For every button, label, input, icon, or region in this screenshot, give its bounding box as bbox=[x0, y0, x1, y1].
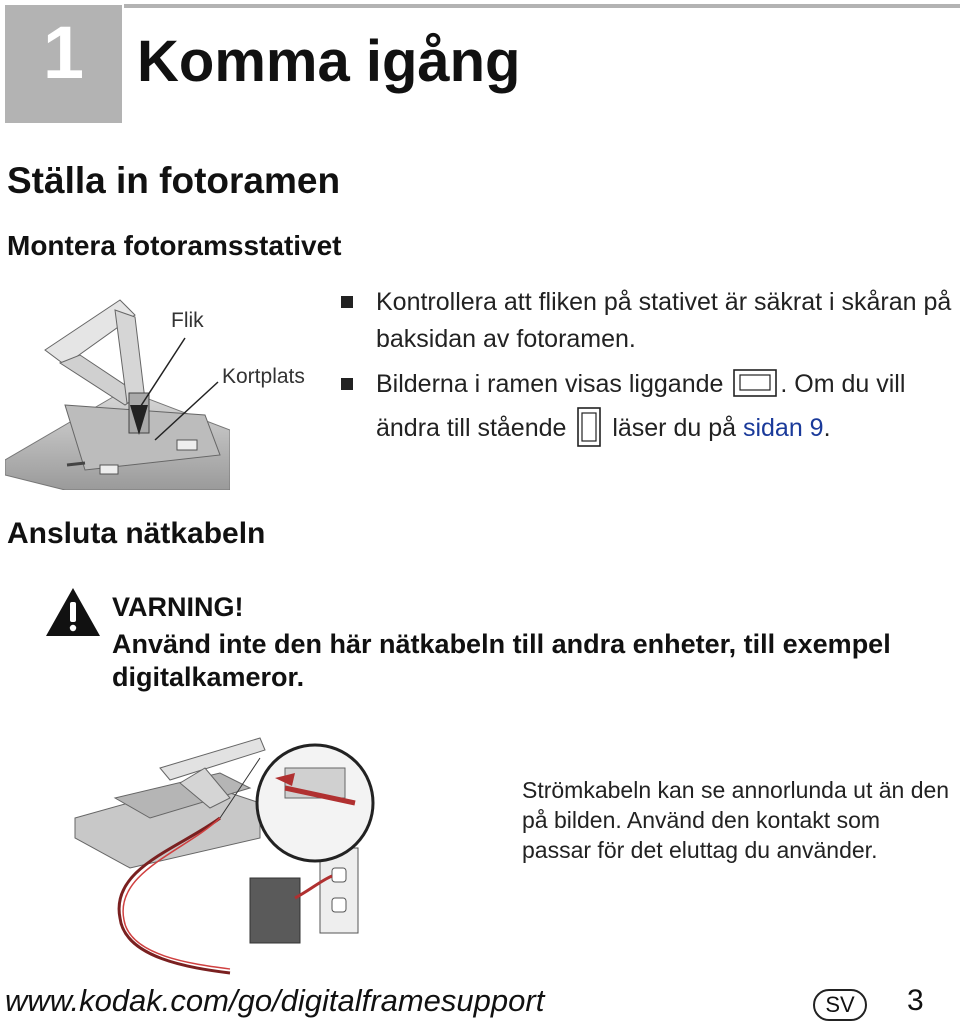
stand-bullet-2-line-1: Bilderna i ramen visas liggande . Om du vill bbox=[376, 366, 905, 403]
stand-bullet-1: Kontrollera att fliken på stativet är säkrat i skåran på baksidan av fotoramen. bbox=[376, 288, 952, 353]
callout-lines bbox=[130, 330, 220, 450]
portrait-orientation-icon bbox=[576, 406, 602, 448]
support-url[interactable]: www.kodak.com/go/digitalframesupport bbox=[5, 983, 545, 1018]
label-tab: Flik bbox=[171, 309, 204, 332]
warning-triangle-icon bbox=[44, 586, 102, 638]
language-badge: SV bbox=[813, 989, 867, 1021]
warning-title: VARNING! bbox=[112, 592, 244, 622]
chapter-number: 1 bbox=[42, 11, 85, 94]
page-9-link[interactable]: sidan 9 bbox=[742, 414, 824, 442]
chapter-title: Komma igång bbox=[137, 29, 521, 94]
page-number: 3 bbox=[907, 984, 924, 1017]
landscape-orientation-icon bbox=[732, 366, 778, 398]
power-heading: Ansluta nätkabeln bbox=[7, 517, 266, 550]
power-cable-note: Strömkabeln kan se annorlunda ut än den på bilden. Använd den kontakt som passar för det eluttag du använder. bbox=[522, 777, 950, 863]
label-card-slot: Kortplats bbox=[222, 365, 305, 388]
header-rule bbox=[124, 4, 960, 8]
stand-heading: Montera fotoramsstativet bbox=[7, 230, 342, 261]
bullet-marker bbox=[341, 378, 353, 390]
power-cable-illustration bbox=[70, 728, 390, 978]
stand-bullet-2-line-2: ändra till stående läser du på sidan 9. bbox=[376, 406, 831, 448]
bullet-marker bbox=[341, 296, 353, 308]
section-title: Ställa in fotoramen bbox=[7, 160, 341, 201]
warning-text: Använd inte den här nätkabeln till andra enheter, till exempel digitalkameror. bbox=[112, 629, 891, 692]
